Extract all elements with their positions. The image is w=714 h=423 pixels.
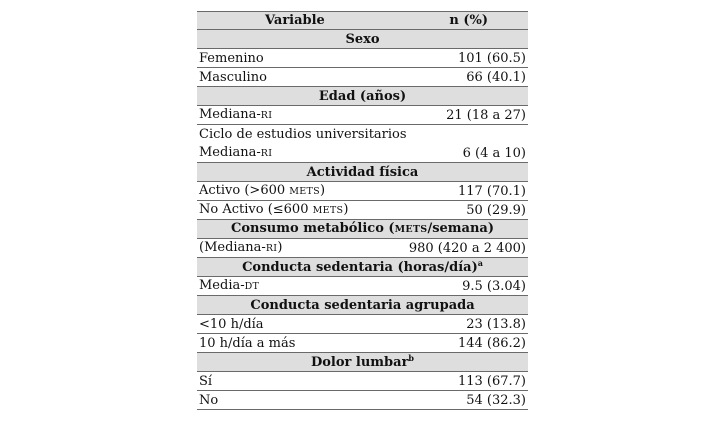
table-row	[197, 125, 528, 144]
table-row	[197, 239, 528, 258]
row-value: 23 (13.8)	[466, 316, 526, 332]
header-variable: Variable	[265, 13, 325, 28]
table-row	[197, 182, 528, 201]
header-n-pct: n (%)	[449, 13, 488, 28]
row-value: 113 (67.7)	[457, 373, 526, 389]
row-label: Ciclo de estudios universitarios	[199, 127, 407, 142]
table-row	[197, 201, 528, 220]
section-title: Actividad física	[306, 164, 419, 180]
row-label: No	[199, 392, 219, 408]
table-row	[197, 391, 528, 410]
section-title: Edad (años)	[318, 88, 407, 104]
table-row	[197, 144, 528, 163]
row-value: 9.5 (3.04)	[462, 278, 526, 294]
table-header-row	[197, 11, 528, 30]
row-value: 117 (70.1)	[457, 183, 526, 199]
row-label: Activo (>600 METS)	[199, 183, 326, 198]
section-dolor	[197, 353, 528, 372]
table-row	[197, 334, 528, 353]
row-label: Media-DT	[199, 278, 260, 293]
table-row	[197, 68, 528, 87]
row-label: <10 h/día	[199, 316, 264, 332]
section-actividad	[197, 163, 528, 182]
section-consumo	[197, 220, 528, 239]
row-value: 6 (4 a 10)	[462, 145, 526, 161]
row-value: 980 (420 a 2 400)	[408, 240, 526, 256]
table-row	[197, 49, 528, 68]
row-value: 66 (40.1)	[466, 69, 526, 85]
row-value: 101 (60.5)	[457, 50, 526, 66]
section-title: Conducta sedentaria agrupada	[250, 297, 475, 313]
row-label: Mediana-RI	[199, 145, 273, 160]
section-title: Consumo metabólico (METS/semana)	[231, 221, 494, 236]
row-value: 54 (32.3)	[466, 392, 526, 408]
row-label: Mediana-RI	[199, 107, 273, 122]
row-label: Sí	[199, 373, 213, 389]
section-title: Dolor lumbar$^b$	[310, 352, 415, 370]
row-label: No Activo (≤600 METS)	[199, 202, 349, 217]
row-value: 144 (86.2)	[457, 335, 526, 351]
section-title: Sexo	[345, 31, 380, 47]
section-edad	[197, 87, 528, 106]
section-title: Conducta sedentaria (horas/día)$^a$	[242, 257, 483, 275]
section-sexo	[197, 30, 528, 49]
row-label: Masculino	[199, 69, 267, 85]
row-value: 50 (29.9)	[466, 202, 526, 218]
section-conducta	[197, 258, 528, 277]
table-row	[197, 315, 528, 334]
table-row	[197, 106, 528, 125]
table-row	[197, 277, 528, 296]
section-agrupada	[197, 296, 528, 315]
characteristics-table	[197, 11, 528, 410]
table-row	[197, 372, 528, 391]
row-value: 21 (18 a 27)	[446, 107, 526, 123]
row-label: Femenino	[199, 50, 264, 66]
row-label: (Mediana-RI)	[199, 240, 283, 255]
row-label: 10 h/día a más	[199, 335, 296, 351]
